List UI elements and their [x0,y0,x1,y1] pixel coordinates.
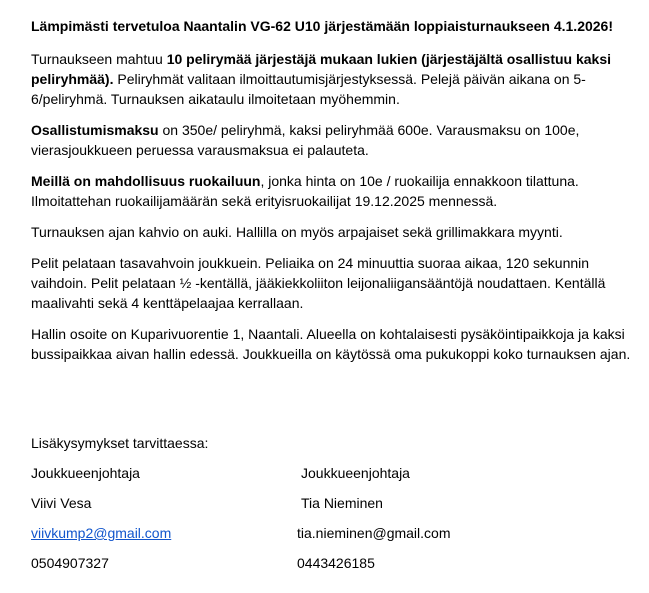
p3-text-b: , jonka hinta on 10e / ruokailija ennakkoon tilattuna. Ilmoitattehan ruokailijamäärän sekä erityisruokailijat 19.12.2025 mennessä. [31,173,579,209]
p2-text-bold: Osallistumismaksu [31,122,159,138]
contact-left-email-link[interactable]: viivkump2@gmail.com [31,525,172,541]
contact-right-phone: 0443426185 [297,555,375,571]
document-title: Lämpimästi tervetuloa Naantalin VG-62 U10 järjestämään loppiaisturnaukseen 4.1.2026! [31,18,614,34]
paragraph-meals [31,171,636,211]
contact-name-row [31,493,636,513]
paragraph-cafe: Turnauksen ajan kahvio on auki. Hallilla on myös arpajaiset sekä grillimakkara myynti. [31,224,563,240]
contacts-heading: Lisäkysymykset tarvittaessa: [31,435,209,451]
p3-text-bold: Meillä on mahdollisuus ruokailuun [31,173,261,189]
p1-text-c: Peliryhmät valitaan ilmoittautumisjärjestyksessä. Pelejä päivän aikana on 5-6/peliryhmä. Turnauksen aikataulu ilmoitetaan myöhemmin. [31,71,586,107]
p2-text-b: on 350e/ peliryhmä, kaksi peliryhmää 600e. Varausmaksu on 100e, vierasjoukkueen peruessa varausmaksua ei palauteta. [31,122,580,158]
contact-phone-row [31,553,636,573]
contact-left-phone: 0504907327 [31,555,109,571]
contact-right-role: Joukkueenjohtaja [301,465,410,481]
paragraph-rules: Pelit pelataan tasavahvoin joukkuein. Peliaika on 24 minuuttia suoraa aikaa, 120 sekunnin vaihdoin. Pelit pelataan ½ -kentällä, jääkiekkoliiton leijonaliigansääntöjä noudattaen. Kentällä maalivahti sekä 4 kenttäpelaajaa kerrallaan. [31,255,606,311]
paragraph-venue: Hallin osoite on Kuparivuorentie 1, Naantali. Alueella on kohtalaisesti pysäköintipaikkoja ja kaksi bussipaikkaa aivan hallin edessä. Joukkueilla on käytössä oma pukukoppi koko turnauksen ajan. [31,326,631,362]
contacts-section [31,433,636,583]
p1-text-bold: 10 pelirymää järjestäjä mukaan lukien (järjestäjältä osallistuu kaksi peliryhmää). [31,51,612,87]
contact-right-name: Tia Nieminen [301,495,383,511]
contact-left-name: Viivi Vesa [31,495,92,511]
contact-right-email: tia.nieminen@gmail.com [297,525,451,541]
contacts-heading-row [31,433,636,453]
contact-left-role: Joukkueenjohtaja [31,465,140,481]
contact-email-row [31,523,636,543]
paragraph-tournament-info [31,49,636,109]
document-body [31,16,636,375]
paragraph-fee [31,120,636,160]
contact-role-row [31,463,636,483]
p1-text-a: Turnaukseen mahtuu [31,51,167,67]
